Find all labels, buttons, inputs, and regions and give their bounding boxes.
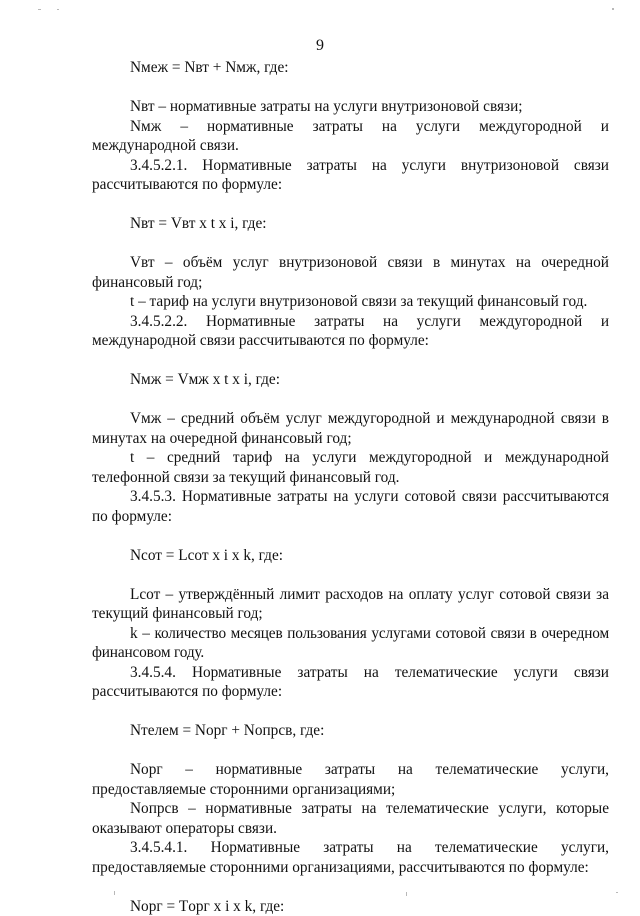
scan-speck [406,892,407,896]
formula-n-vt: Nвт = Vвт x t x i, где: [92,214,609,234]
page-body [92,58,609,916]
definition-n-org: Nорг – нормативные затраты на телематические услуги, предоставляемые сторонними организациями; [92,760,609,799]
formula-n-mezh: Nмеж = Nвт + Nмж, где: [92,58,609,78]
spacer [92,741,609,761]
clause-3-4-5-4-1: 3.4.5.4.1. Нормативные затраты на телематические услуги, предоставляемые сторонними организациями, рассчитываются по формуле: [92,838,609,877]
spacer [92,351,609,371]
definition-v-vt: Vвт – объём услуг внутризоновой связи в минутах на очередной финансовый год; [92,253,609,292]
clause-3-4-5-2-2: 3.4.5.2.2. Нормативные затраты на услуги междугородной и международной связи рассчитываются по формуле: [92,312,609,351]
definition-n-mzh: Nмж – нормативные затраты на услуги междугородной и международной связи. [92,117,609,156]
scan-speck [38,9,41,10]
definition-n-vt: Nвт – нормативные затраты на услуги внутризоновой связи; [92,97,609,117]
definition-l-sot: Lсот – утверждённый лимит расходов на оплату услуг сотовой связи за текущий финансовый год; [92,585,609,624]
spacer [92,877,609,897]
spacer [92,526,609,546]
spacer [92,234,609,254]
formula-n-mzh: Nмж = Vмж x t x i, где: [92,370,609,390]
page-number: 9 [0,36,640,56]
definition-k: k – количество месяцев пользования услугами сотовой связи в очередном финансовом году. [92,624,609,663]
definition-t-mzh: t – средний тариф на услуги междугородной и международной телефонной связи за текущий финансовый год. [92,448,609,487]
definition-t-vt: t – тариф на услуги внутризоновой связи за текущий финансовый год. [92,292,609,312]
scan-speck [57,9,59,10]
spacer [92,565,609,585]
spacer [92,195,609,215]
definition-v-mzh: Vмж – средний объём услуг междугородной и международной связи в минутах на очередной финансовый год; [92,409,609,448]
scan-speck [114,891,115,895]
formula-n-org: Nорг = Tорг x i x k, где: [92,897,609,916]
formula-n-sot: Nсот = Lсот x i x k, где: [92,546,609,566]
scan-speck [612,8,614,10]
spacer [92,702,609,722]
scan-speck [616,892,618,893]
spacer [92,78,609,98]
clause-3-4-5-2-1: 3.4.5.2.1. Нормативные затраты на услуги внутризоновой связи рассчитываются по формуле: [92,156,609,195]
formula-n-telem: Nтелем = Nорг + Nопрсв, где: [92,721,609,741]
clause-3-4-5-3: 3.4.5.3. Нормативные затраты на услуги сотовой связи рассчитываются по формуле: [92,487,609,526]
clause-3-4-5-4: 3.4.5.4. Нормативные затраты на телематические услуги связи рассчитываются по формуле: [92,663,609,702]
spacer [92,390,609,410]
definition-n-oprsv: Nопрсв – нормативные затраты на телематические услуги, которые оказывают операторы связи. [92,799,609,838]
